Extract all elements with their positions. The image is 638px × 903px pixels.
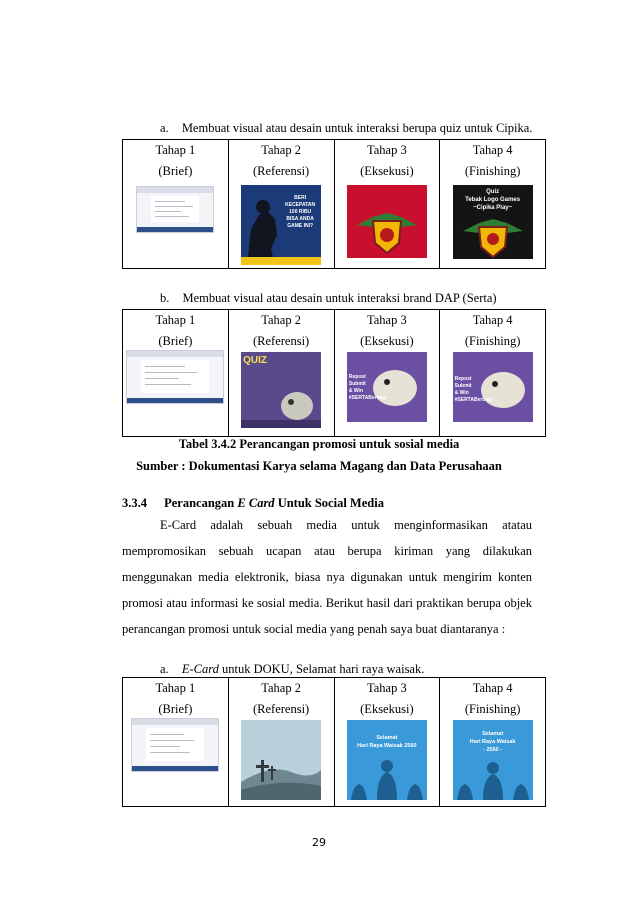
list-item-a [160, 121, 532, 136]
stage-cell-3 [334, 310, 440, 437]
stage-sub: (Brief) [158, 334, 193, 348]
reference-text: BERI KECEPATAN 100 RIBU BISA ANDA GAME INI? [285, 195, 316, 229]
list-marker: a. [160, 662, 169, 676]
stage-cell-1 [123, 310, 229, 437]
stage-title: Tahap 2 [261, 143, 301, 157]
list-item-ecard [160, 662, 424, 677]
stage-title: Tahap 1 [155, 313, 196, 327]
section-title-italic: E Card [237, 496, 275, 510]
list-text: Membuat visual atau desain untuk interaksi berupa quiz untuk Cipika. [181, 121, 533, 135]
execution-text: Repost Submit & Win #SERTABerbagi [348, 374, 387, 401]
reference-gamer-image [241, 185, 321, 265]
finishing-plush-image [453, 352, 533, 428]
stage-title: Tahap 4 [472, 313, 513, 327]
reference-cross-image [241, 720, 321, 800]
stage-sub: (Referensi) [253, 702, 310, 716]
section-title-prefix: Perancangan [164, 496, 238, 510]
brief-screenshot-thumbnail [131, 718, 219, 772]
stage-sub: (Brief) [158, 702, 193, 716]
stage-cell-3 [334, 140, 440, 269]
stage-title: Tahap 1 [155, 143, 196, 157]
stage-table-ecard [122, 677, 546, 807]
stage-cell-2 [228, 678, 334, 807]
stage-title: Tahap 3 [367, 143, 407, 157]
finishing-quiz-image [453, 185, 533, 265]
list-marker: a. [160, 121, 169, 135]
execution-text: Selamat Hari Raya Waisak 2560 [357, 735, 417, 749]
stage-sub: (Referensi) [253, 164, 310, 178]
reference-text: QUIZ [243, 355, 268, 366]
execution-plush-image [347, 352, 427, 428]
stage-sub: (Finishing) [464, 702, 521, 716]
stage-title: Tahap 1 [155, 681, 196, 695]
stage-sub: (Eksekusi) [360, 164, 414, 178]
list-text: untuk DOKU, Selamat hari raya waisak. [218, 662, 425, 676]
stage-sub: (Eksekusi) [360, 702, 414, 716]
stage-title: Tahap 4 [472, 143, 513, 157]
stage-title: Tahap 2 [261, 313, 301, 327]
finishing-buddha-image [453, 720, 533, 800]
list-text-italic: E-Card [181, 662, 219, 676]
finishing-text: Quiz Tebak Logo Games ~Cipika Play~ [465, 189, 521, 211]
stage-cell-1 [123, 678, 229, 807]
stage-table-cipika [122, 139, 546, 269]
stage-sub: (Referensi) [253, 334, 310, 348]
stage-cell-4 [440, 140, 546, 269]
stage-cell-1 [123, 140, 229, 269]
stage-title: Tahap 4 [472, 681, 513, 695]
stage-table-serta [122, 309, 546, 437]
stage-title: Tahap 3 [367, 681, 407, 695]
stage-cell-2 [228, 140, 334, 269]
reference-quiz-image [241, 352, 321, 428]
stage-sub: (Finishing) [464, 164, 521, 178]
finishing-text: Selamat Hari Raya Waisak - 2560 - [469, 731, 516, 753]
list-marker: b. [160, 291, 170, 305]
stage-cell-3 [334, 678, 440, 807]
list-item-b [160, 291, 497, 306]
section-heading [122, 496, 384, 511]
list-text: Membuat visual atau desain untuk interaksi brand DAP (Serta) [182, 291, 497, 305]
table-source: Sumber : Dokumentasi Karya selama Magang dan Data Perusahaan [136, 459, 502, 473]
section-paragraph: E-Card adalah sebuah media untuk menginformasikan atatau mempromosikan sebuah ucapan atau berupa kiriman yang dilakukan menggunakan media elektronik, biasa nya digunakan untuk mengirim konten promosi atau informasi ke sosial media. Berikut hasil dari praktikan berupa objek perancangan promosi untuk social media yang penah saya buat diantaranya : [122, 518, 532, 636]
brief-screenshot-thumbnail [136, 186, 214, 233]
page-number: 29 [312, 836, 326, 849]
stage-sub: (Finishing) [464, 334, 521, 348]
section-title-suffix: Untuk Social Media [274, 496, 384, 510]
stage-title: Tahap 2 [261, 681, 301, 695]
brief-screenshot-thumbnail [126, 350, 224, 404]
stage-sub: (Brief) [158, 164, 193, 178]
section-number: 3.3.4 [122, 496, 147, 510]
stage-cell-4 [440, 678, 546, 807]
execution-shield-image [347, 185, 427, 265]
stage-sub: (Eksekusi) [360, 334, 414, 348]
execution-buddha-image [347, 720, 427, 800]
stage-cell-2 [228, 310, 334, 437]
table-caption: Tabel 3.4.2 Perancangan promosi untuk sosial media [178, 437, 460, 451]
finishing-text: Repost Submit & Win #SERTABerbagi [454, 376, 493, 403]
stage-cell-4 [440, 310, 546, 437]
stage-title: Tahap 3 [367, 313, 407, 327]
